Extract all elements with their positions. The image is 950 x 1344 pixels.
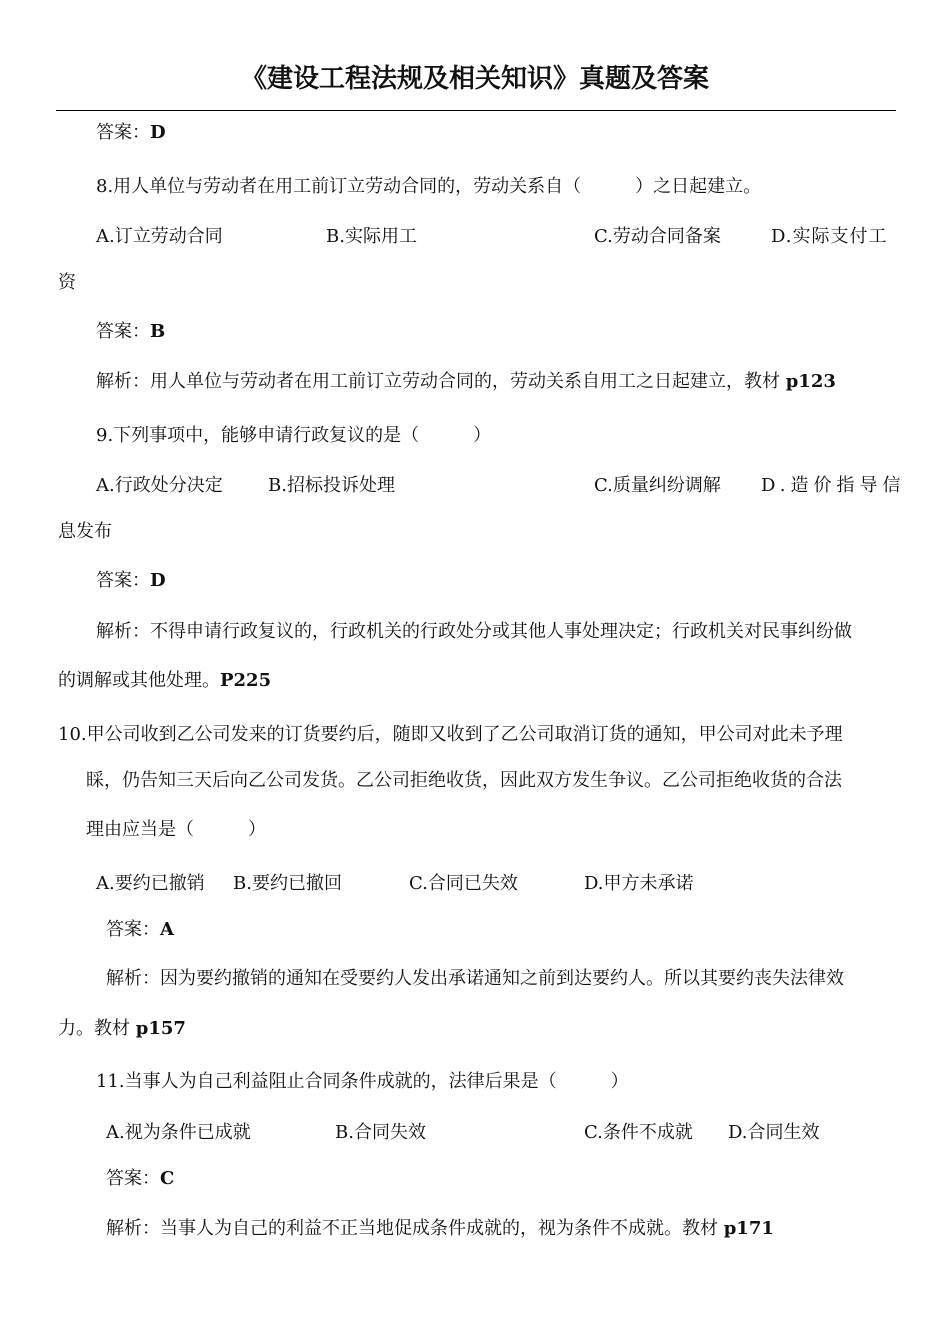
prev-answer: [96, 121, 166, 145]
q10-option-d: D.甲方未承诺: [584, 873, 694, 894]
q11-stem: 11.当事人为自己利益阻止合同条件成就的，法律后果是（ ）: [96, 1071, 629, 1092]
q8-analysis: [96, 370, 836, 394]
answer-value: D: [150, 570, 166, 591]
q11-option-d: D.合同生效: [728, 1122, 820, 1143]
q9-analysis-line2: [58, 669, 271, 693]
q9-answer: [96, 569, 166, 593]
q10-answer: [106, 918, 174, 942]
analysis-page-ref: p171: [723, 1218, 774, 1239]
answer-label: 答案：: [96, 122, 150, 143]
q11-option-c: C.条件不成就: [584, 1122, 693, 1143]
q9-option-c: C.质量纠纷调解: [594, 475, 721, 496]
analysis-page-ref: p157: [135, 1018, 186, 1039]
analysis-text: 的调解或其他处理。: [58, 670, 220, 691]
q10-option-b: B.要约已撤回: [233, 873, 342, 894]
q10-stem-line3: 理由应当是（ ）: [86, 819, 266, 840]
header-divider: [56, 110, 896, 111]
q11-option-b: B.合同失效: [335, 1122, 426, 1143]
q8-option-b: B.实际用工: [326, 226, 417, 247]
q10-option-c: C.合同已失效: [409, 873, 518, 894]
q9-option-d-continued: 息发布: [58, 521, 112, 542]
q9-option-d: D.造价指导信: [761, 475, 906, 496]
q8-option-c: C.劳动合同备案: [594, 226, 721, 247]
answer-value: A: [160, 919, 174, 940]
q10-option-a: A.要约已撤销: [96, 873, 205, 894]
q9-option-b: B.招标投诉处理: [268, 475, 395, 496]
q8-answer: [96, 320, 165, 344]
q9-option-a: A.行政处分决定: [96, 475, 223, 496]
q8-stem: 8.用人单位与劳动者在用工前订立劳动合同的，劳动关系自（ ）之日起建立。: [96, 176, 762, 197]
q8-option-a: A.订立劳动合同: [96, 226, 223, 247]
q10-analysis-line1: 解析：因为要约撤销的通知在受要约人发出承诺通知之前到达要约人。所以其要约丧失法律效: [106, 968, 844, 989]
q11-option-a: A.视为条件已成就: [106, 1122, 251, 1143]
answer-label: 答案：: [106, 1168, 160, 1189]
q10-stem-line1: 10.甲公司收到乙公司发来的订货要约后，随即又收到了乙公司取消订货的通知，甲公司对此未予理: [58, 724, 843, 745]
q9-analysis-line1: 解析：不得申请行政复议的，行政机关的行政处分或其他人事处理决定；行政机关对民事纠纷做: [96, 621, 852, 642]
q10-analysis-line2: [58, 1017, 186, 1041]
q8-option-d: D.实际支付工: [771, 226, 888, 247]
analysis-text: 解析：当事人为自己的利益不正当地促成条件成就的，视为条件不成就。教材: [106, 1218, 724, 1239]
answer-value: D: [150, 122, 166, 143]
analysis-text: 解析：用人单位与劳动者在用工前订立劳动合同的，劳动关系自用工之日起建立，教材: [96, 371, 786, 392]
q9-stem: 9.下列事项中，能够申请行政复议的是（ ）: [96, 425, 492, 446]
analysis-page-ref: p123: [785, 371, 836, 392]
answer-label: 答案：: [106, 919, 160, 940]
analysis-text: 力。教材: [58, 1018, 136, 1039]
answer-label: 答案：: [96, 321, 150, 342]
answer-value: B: [150, 321, 166, 342]
q11-answer: [106, 1167, 174, 1191]
q8-option-d-continued: 资: [58, 272, 76, 293]
q10-stem-line2: 睬，仍告知三天后向乙公司发货。乙公司拒绝收货，因此双方发生争议。乙公司拒绝收货的合法: [86, 770, 842, 791]
analysis-page-ref: P225: [220, 670, 272, 691]
q11-analysis: [106, 1217, 774, 1241]
answer-label: 答案：: [96, 570, 150, 591]
page-title: 《建设工程法规及相关知识》真题及答案: [240, 64, 709, 94]
answer-value: C: [160, 1168, 175, 1189]
